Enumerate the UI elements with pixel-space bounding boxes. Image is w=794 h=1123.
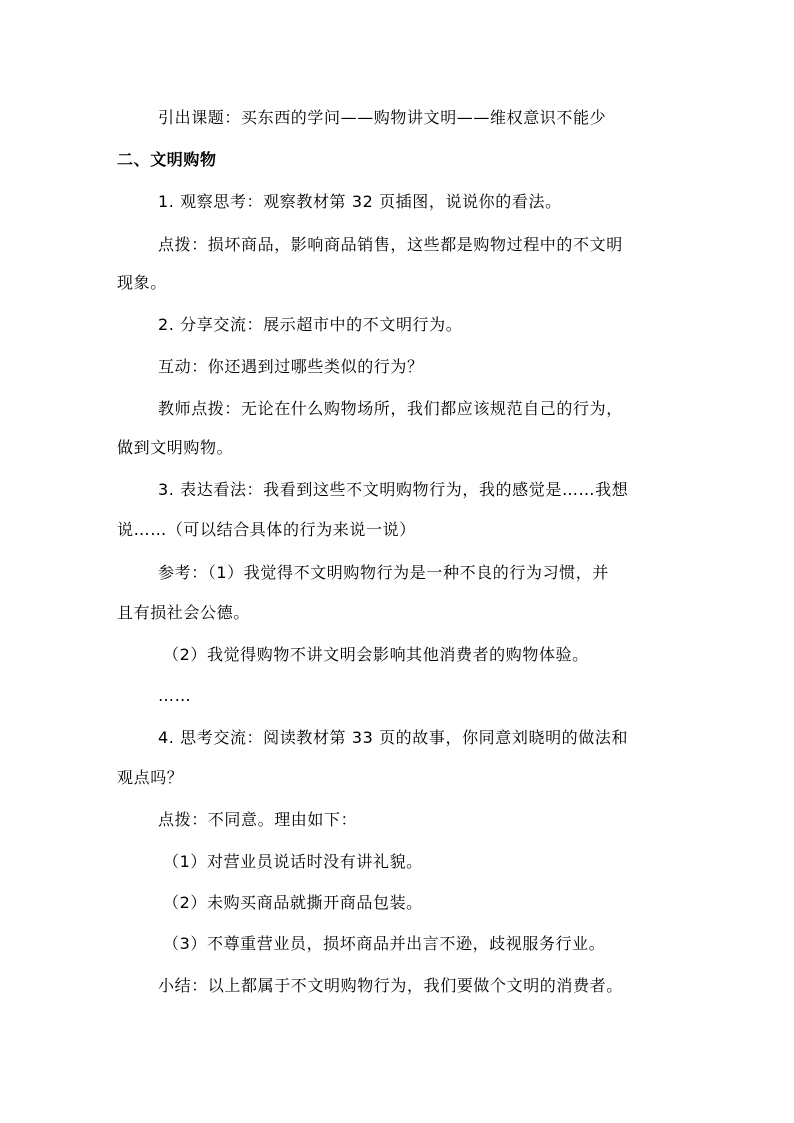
paragraph-line: 点拨：损坏商品，影响商品销售，这些都是购物过程中的不文明: [158, 235, 623, 254]
paragraph-line: （2）未购买商品就撕开商品包装。: [163, 893, 423, 912]
paragraph-line: 现象。: [117, 273, 167, 292]
paragraph-line: 3. 表达看法：我看到这些不文明购物行为，我的感觉是……我想: [158, 480, 629, 499]
paragraph-line: 4. 思考交流：阅读教材第 33 页的故事，你同意刘晓明的做法和: [158, 728, 629, 747]
paragraph-line: （1）对营业员说话时没有讲礼貌。: [163, 852, 423, 871]
ellipsis-line: ……: [158, 686, 192, 705]
paragraph-line: 观点吗？: [117, 768, 184, 787]
paragraph-line: 参考：（1）我觉得不文明购物行为是一种不良的行为习惯，并: [158, 563, 609, 582]
paragraph-line: 点拨：不同意。理由如下：: [158, 810, 358, 829]
paragraph-line: 1. 观察思考：观察教材第 32 页插图，说说你的看法。: [158, 192, 562, 211]
paragraph-line: 小结：以上都属于不文明购物行为，我们要做个文明的消费者。: [158, 976, 623, 995]
section-heading: 二、文明购物: [117, 150, 217, 169]
paragraph-line: （2）我觉得购物不讲文明会影响其他消费者的购物体验。: [163, 645, 589, 664]
paragraph-line: 做到文明购物。: [117, 438, 234, 457]
paragraph-line: 互动：你还遇到过哪些类似的行为？: [158, 357, 424, 376]
paragraph-line: （3）不尊重营业员，损坏商品并出言不逊，歧视服务行业。: [163, 934, 606, 953]
intro-line: 引出课题：买东西的学问——购物讲文明——维权意识不能少: [158, 108, 607, 127]
paragraph-line: 且有损社会公德。: [117, 603, 250, 622]
paragraph-line: 说……（可以结合具体的行为来说一说）: [117, 520, 416, 539]
paragraph-line: 教师点拨：无论在什么购物场所，我们都应该规范自己的行为，: [158, 399, 623, 418]
paragraph-line: 2. 分享交流：展示超市中的不文明行为。: [158, 315, 463, 334]
